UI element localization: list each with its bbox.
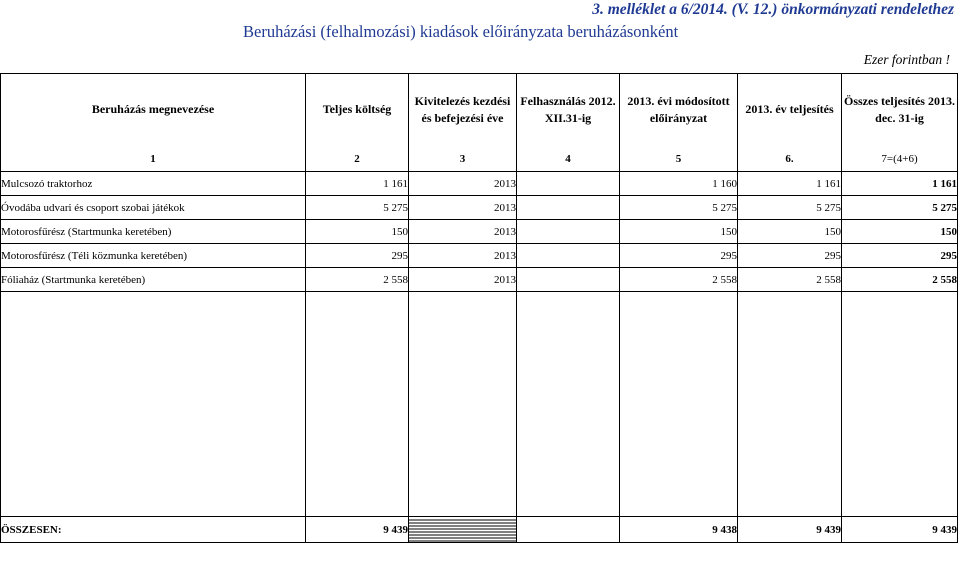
row-total-cost: 2 558 [306, 268, 409, 292]
row-used-2012 [517, 244, 620, 268]
table-header-row [1, 74, 958, 147]
row-years: 2013 [409, 220, 517, 244]
table-row [1, 268, 958, 292]
row-name: Fóliaház (Startmunka keretében) [1, 268, 306, 292]
row-completion-2013: 295 [738, 244, 842, 268]
row-total-completion: 5 275 [842, 196, 958, 220]
column-number: 5 [620, 146, 738, 172]
table-row [1, 244, 958, 268]
row-name: Mulcsozó traktorhoz [1, 172, 306, 196]
row-name: Motorosfűrész (Téli közmunka keretében) [1, 244, 306, 268]
column-number: 4 [517, 146, 620, 172]
row-total-completion: 150 [842, 220, 958, 244]
table-row [1, 172, 958, 196]
row-total-cost: 295 [306, 244, 409, 268]
column-header-total-cost: Teljes költség [306, 74, 409, 147]
row-used-2012 [517, 268, 620, 292]
total-total-completion: 9 439 [842, 517, 958, 543]
row-years: 2013 [409, 244, 517, 268]
column-number: 6. [738, 146, 842, 172]
total-used-2012 [517, 517, 620, 543]
row-total-completion: 1 161 [842, 172, 958, 196]
annex-reference: 3. melléklet a 6/2014. (V. 12.) önkormányzati rendelethez [592, 1, 954, 18]
total-total-cost: 9 439 [306, 517, 409, 543]
column-number: 7=(4+6) [842, 146, 958, 172]
row-years: 2013 [409, 172, 517, 196]
total-row [1, 517, 958, 543]
row-total-cost: 5 275 [306, 196, 409, 220]
row-modified-2013: 150 [620, 220, 738, 244]
column-header-used-2012: Felhasználás 2012. XII.31-ig [517, 74, 620, 147]
column-header-total-completion: Összes teljesítés 2013. dec. 31-ig [842, 74, 958, 147]
investment-table [0, 73, 958, 543]
row-total-cost: 1 161 [306, 172, 409, 196]
column-number-row [1, 146, 958, 172]
row-completion-2013: 2 558 [738, 268, 842, 292]
total-label: ÖSSZESEN: [1, 517, 306, 543]
row-total-cost: 150 [306, 220, 409, 244]
column-header-completion-2013: 2013. év teljesítés [738, 74, 842, 147]
row-completion-2013: 5 275 [738, 196, 842, 220]
row-modified-2013: 2 558 [620, 268, 738, 292]
empty-row [1, 292, 958, 323]
column-number: 1 [1, 146, 306, 172]
row-years: 2013 [409, 196, 517, 220]
row-total-completion: 2 558 [842, 268, 958, 292]
row-completion-2013: 150 [738, 220, 842, 244]
row-used-2012 [517, 196, 620, 220]
total-years-hatch [409, 517, 517, 543]
column-header-modified-2013: 2013. évi módosított előirányzat [620, 74, 738, 147]
row-modified-2013: 295 [620, 244, 738, 268]
column-header-years: Kivitelezés kezdési és befejezési éve [409, 74, 517, 147]
unit-note: Ezer forintban ! [863, 52, 950, 67]
table-row [1, 220, 958, 244]
row-name: Motorosfűrész (Startmunka keretében) [1, 220, 306, 244]
row-modified-2013: 5 275 [620, 196, 738, 220]
empty-row [1, 322, 958, 352]
row-total-completion: 295 [842, 244, 958, 268]
row-years: 2013 [409, 268, 517, 292]
row-name: Óvodába udvari és csoport szobai játékok [1, 196, 306, 220]
row-modified-2013: 1 160 [620, 172, 738, 196]
page-title: Beruházási (felhalmozási) kiadások előirányzata beruházásonként [243, 22, 679, 41]
column-header-name: Beruházás megnevezése [1, 74, 306, 147]
column-number: 3 [409, 146, 517, 172]
row-used-2012 [517, 172, 620, 196]
total-modified-2013: 9 438 [620, 517, 738, 543]
column-number: 2 [306, 146, 409, 172]
total-completion-2013: 9 439 [738, 517, 842, 543]
row-completion-2013: 1 161 [738, 172, 842, 196]
empty-row [1, 352, 958, 517]
row-used-2012 [517, 220, 620, 244]
table-row [1, 196, 958, 220]
